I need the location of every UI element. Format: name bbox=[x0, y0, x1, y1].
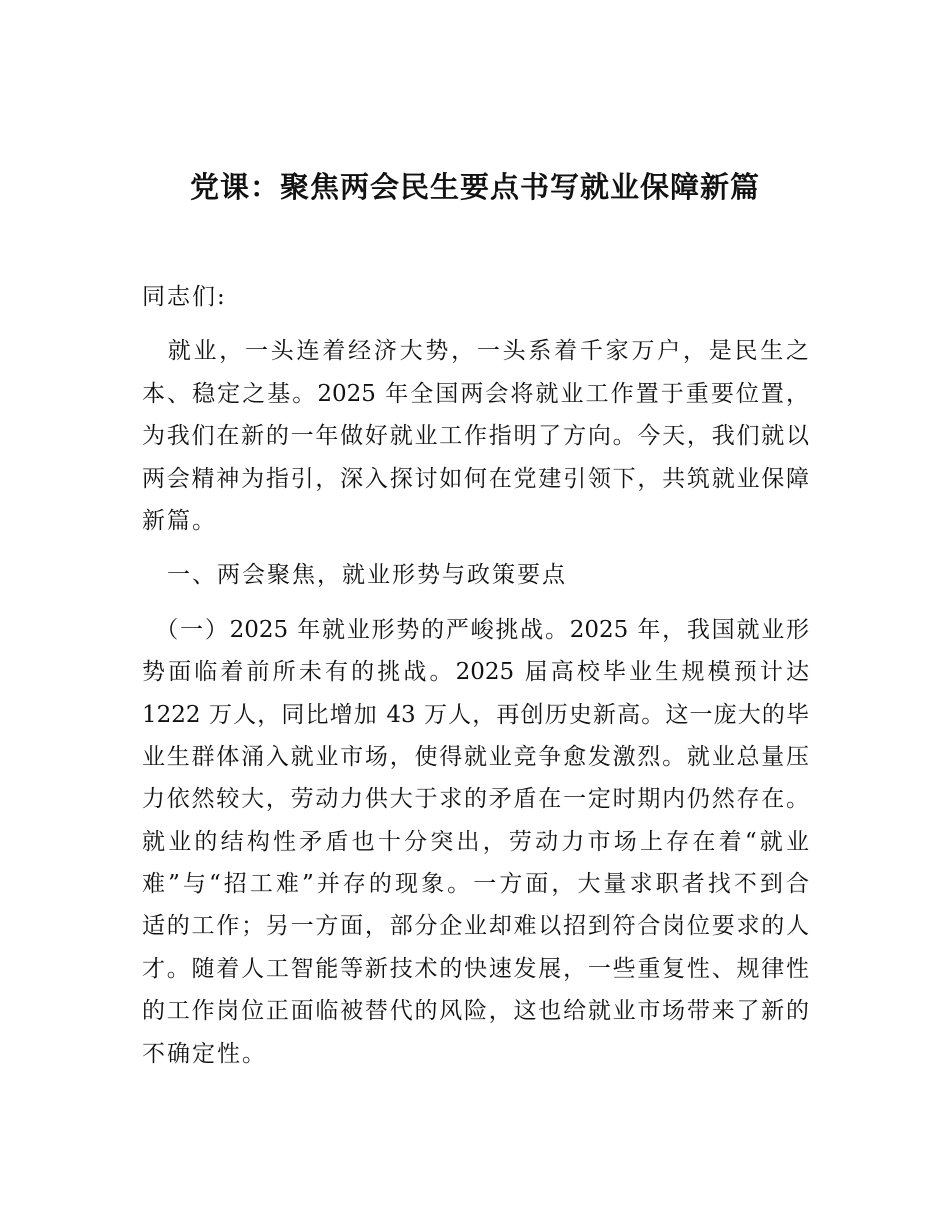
salutation bbox=[142, 276, 809, 318]
text-line: 难”与“招工难”并存的现象。一方面，大量求职者找不到合 bbox=[142, 871, 809, 898]
paragraph bbox=[142, 330, 809, 542]
text-line: 才。随着人工智能等新技术的快速发展，一些重复性、规律性 bbox=[142, 955, 809, 982]
text-line: 就业，一头连着经济大势，一头系着千家万户，是民生之 bbox=[142, 338, 809, 365]
text-line: 就业的结构性矛盾也十分突出，劳动力市场上存在着“就业 bbox=[142, 828, 809, 855]
text-line: 两会精神为指引，深入探讨如何在党建引领下，共筑就业保障 bbox=[142, 465, 809, 492]
text-line: 业生群体涌入就业市场，使得就业竞争愈发激烈。就业总量压 bbox=[142, 743, 809, 770]
text-line: 不确定性。 bbox=[142, 1040, 267, 1067]
salutation-text: 同志们: bbox=[142, 284, 227, 310]
text-line: 1222 万人，同比增加 43 万人，再创历史新高。这一庞大的毕 bbox=[142, 701, 809, 728]
text-line: 新篇。 bbox=[142, 507, 217, 534]
document-body bbox=[142, 276, 809, 1087]
text-line: 一、两会聚焦，就业形势与政策要点 bbox=[142, 562, 567, 589]
text-line: 为我们在新的一年做好就业工作指明了方向。今天，我们就以 bbox=[142, 423, 809, 450]
paragraph bbox=[142, 609, 809, 1075]
text-line: （一）2025 年就业形势的严峻挑战。2025 年，我国就业形 bbox=[142, 616, 809, 643]
text-line: 势面临着前所未有的挑战。2025 届高校毕业生规模预计达 bbox=[142, 659, 809, 686]
section-heading bbox=[142, 554, 809, 596]
text-line: 本、稳定之基。2025 年全国两会将就业工作置于重要位置， bbox=[142, 380, 809, 407]
text-line: 适的工作；另一方面，部分企业却难以招到符合岗位要求的人 bbox=[142, 913, 809, 940]
text-line: 力依然较大，劳动力供大于求的矛盾在一定时期内仍然存在。 bbox=[142, 786, 809, 813]
text-line: 的工作岗位正面临被替代的风险，这也给就业市场带来了新的 bbox=[142, 998, 809, 1025]
document-title: 党课：聚焦两会民生要点书写就业保障新篇 bbox=[189, 170, 760, 204]
